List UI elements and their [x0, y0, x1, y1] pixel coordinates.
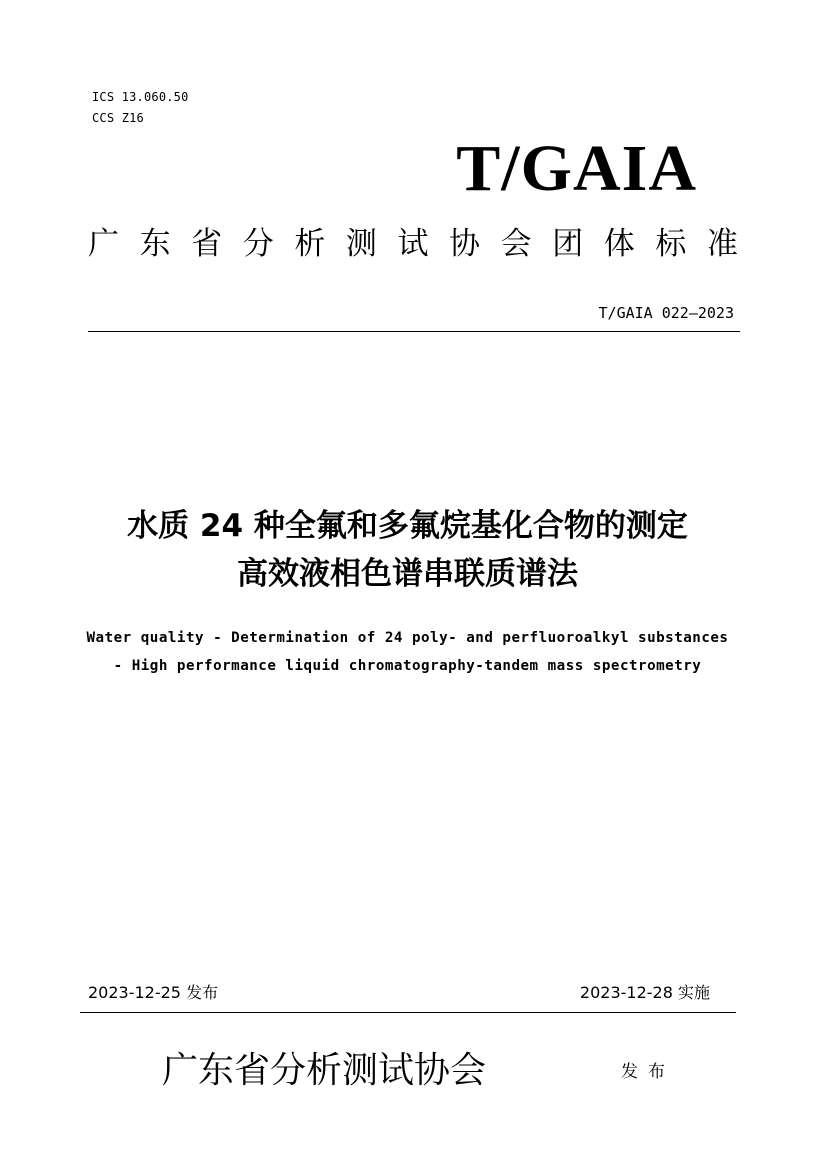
org-title-char: 团: [552, 226, 584, 262]
org-title-char: 东: [139, 226, 171, 262]
org-title-char: 标: [655, 226, 687, 262]
english-title-line-2: - High performance liquid chromatography-tandem mass spectrometry: [113, 658, 702, 674]
issuing-organization: 广东省分析测试协会: [162, 1050, 487, 1091]
org-title-char: 协: [449, 226, 481, 262]
org-title-char: 省: [191, 226, 223, 262]
implementation-date: 2023-12-28 实施: [579, 983, 710, 1002]
org-title-char: 准: [706, 226, 738, 262]
organization-standard-title: [88, 222, 738, 266]
org-title-char: 会: [500, 226, 532, 262]
issue-date: 2023-12-25 发布: [88, 983, 219, 1002]
org-title-char: 析: [294, 226, 326, 262]
standard-number: T/GAIA 022—2023: [598, 304, 734, 322]
ics-code: ICS 13.060.50: [92, 90, 189, 104]
org-title-char: 分: [242, 226, 274, 262]
org-title-char: 测: [345, 226, 377, 262]
english-title-line-1: Water quality - Determination of 24 poly- and perfluoroalkyl substances: [86, 630, 729, 646]
org-title-char: 试: [397, 226, 429, 262]
chinese-title-line-1: 水质 24 种全氟和多氟烷基化合物的测定: [127, 508, 688, 544]
header-divider: [88, 331, 740, 332]
standard-logo: T/GAIA: [456, 132, 697, 205]
org-title-char: 广: [88, 226, 119, 262]
org-title-char: 体: [603, 226, 635, 262]
ccs-code: CCS Z16: [92, 111, 144, 125]
issue-label: 发布: [621, 1062, 675, 1082]
footer-divider: [80, 1012, 736, 1013]
chinese-title-line-2: 高效液相色谱串联质谱法: [237, 556, 578, 592]
